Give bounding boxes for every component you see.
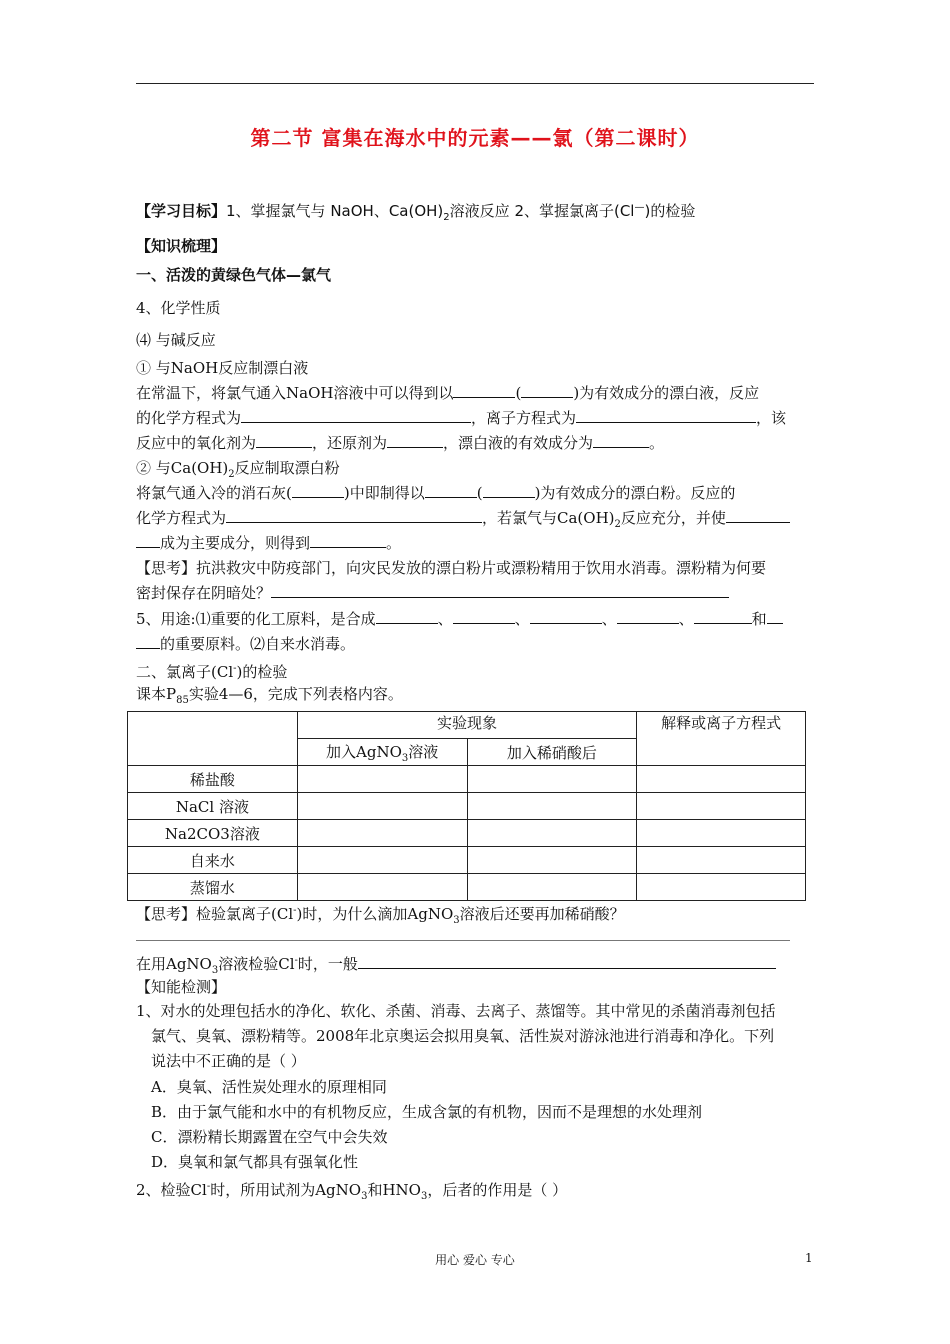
- q1-option-a[interactable]: A．臭氧、活性炭处理水的原理相同: [151, 1078, 387, 1096]
- objectives-text-a: 1、掌握氯气与 NaOH、Ca(OH): [226, 202, 444, 220]
- table-row: [128, 874, 806, 901]
- sub2-head-b: 反应制取漂白粉: [234, 459, 340, 477]
- think2-line: [136, 900, 625, 932]
- sub1-l1a: 在常温下，将氯气通入NaOH溶液中可以得到以: [136, 384, 454, 402]
- sub1-l3a: 反应中的氧化剂为: [136, 434, 257, 452]
- header-explanation: 解释或离子方程式: [637, 712, 806, 766]
- answer-cell[interactable]: [467, 793, 637, 820]
- q1-option-b[interactable]: B．由于氯气能和水中的有机物反应，生成含氯的有机物，因而不是理想的水处理剂: [151, 1103, 703, 1121]
- answer-cell[interactable]: [637, 766, 806, 793]
- answer-cell[interactable]: [637, 820, 806, 847]
- table-row: [128, 766, 806, 793]
- think1-line1: 【思考】抗洪救灾中防疫部门，向灾民发放的漂白粉片或漂粉精用于饮用水消毒。漂粉精为何要: [136, 559, 767, 577]
- reaction-with-base-heading: ⑷ 与碱反应: [136, 331, 216, 349]
- section2-a: 二、氯离子(Cl: [136, 663, 234, 681]
- answer-blank[interactable]: [241, 408, 471, 423]
- row-label: 自来水: [128, 847, 298, 874]
- answer-line[interactable]: [136, 940, 790, 941]
- sub2-head-a: ② 与Ca(OH): [136, 459, 229, 477]
- answer-cell[interactable]: [467, 847, 637, 874]
- answer-blank[interactable]: [226, 508, 482, 523]
- uses-line2: [136, 633, 355, 655]
- objectives-label: 【学习目标】: [136, 202, 227, 220]
- uses-sep: 、: [437, 610, 453, 628]
- answer-blank[interactable]: [358, 954, 776, 969]
- uses-line1: [136, 608, 783, 630]
- page-footer: 用心 爱心 专心: [435, 1253, 515, 1267]
- sub2-l1a: 将氯气通入冷的消石灰(: [136, 484, 292, 502]
- sub1-line1: [136, 382, 759, 404]
- section2-sup: -: [233, 663, 237, 674]
- q1-option-d[interactable]: D．臭氧和氯气都具有强氧化性: [151, 1153, 359, 1171]
- sub1-line3: [136, 432, 664, 454]
- experiment-table: [127, 711, 806, 901]
- sub2-line1: [136, 482, 735, 504]
- learning-objectives: [136, 197, 695, 229]
- sub1-l2b: ，离子方程式为: [471, 409, 577, 427]
- answer-cell[interactable]: [467, 766, 637, 793]
- think2-c: 溶液后还要再加稀硝酸？: [459, 905, 625, 923]
- answer-blank[interactable]: [521, 383, 573, 398]
- answer-blank[interactable]: [576, 408, 756, 423]
- uses-and: 和: [751, 610, 767, 628]
- q2-sup: -: [206, 1181, 211, 1192]
- answer-blank[interactable]: [310, 533, 386, 548]
- header-add-agno3-a: 加入AgNO: [326, 742, 402, 761]
- uses-sep: 、: [514, 610, 530, 628]
- sub2-l3a: 成为主要成分，则得到: [160, 534, 311, 552]
- objectives-text-b: 溶液反应 2、掌握氯离子(Cl: [449, 202, 635, 220]
- uses-l1a: 5、用途:⑴重要的化工原料，是合成: [136, 610, 376, 628]
- section-two-heading: [136, 658, 287, 683]
- q2-line: [136, 1176, 567, 1208]
- review-label: 【知识梳理】: [136, 237, 227, 255]
- sub1-l2c: ，该: [756, 409, 787, 427]
- objectives-text-c: )的检验: [644, 202, 696, 220]
- q2-c: 和HNO: [367, 1181, 421, 1199]
- sub2-l1d: )为有效成分的漂白粉。反应的: [534, 484, 736, 502]
- q2-d: ，后者的作用是（ ）: [427, 1181, 568, 1199]
- table-row: [128, 847, 806, 874]
- textbook-b: 实验4—6，完成下列表格内容。: [188, 685, 403, 703]
- answer-blank[interactable]: [136, 533, 160, 548]
- header-phenomenon: 实验现象: [297, 712, 636, 739]
- q2-a: 2、检验Cl: [136, 1181, 207, 1199]
- row-label: NaCl 溶液: [128, 793, 298, 820]
- sub2-l2a: 化学方程式为: [136, 509, 227, 527]
- sub2-head-sub: 2: [228, 469, 235, 480]
- uses-sep: 、: [678, 610, 694, 628]
- row-label: 蒸馏水: [128, 874, 298, 901]
- sub1-l1b: (: [515, 384, 522, 402]
- answer-cell[interactable]: [467, 820, 637, 847]
- header-add-agno3-sub: 3: [401, 752, 409, 764]
- answer-blank[interactable]: [593, 433, 649, 448]
- answer-blank[interactable]: [376, 609, 438, 624]
- sub2-l1b: )中即制得以: [343, 484, 425, 502]
- q1-line1: 1、对水的处理包括水的净化、软化、杀菌、消毒、去离子、蒸馏等。其中常见的杀菌消毒剂包括: [136, 1002, 776, 1020]
- answer-blank[interactable]: [767, 609, 783, 624]
- table-row: [128, 793, 806, 820]
- objectives-sub: 2: [443, 212, 450, 223]
- q1-line3: 说法中不正确的是（ ）: [151, 1052, 306, 1070]
- answer-cell[interactable]: [297, 793, 467, 820]
- answer-cell[interactable]: [467, 874, 637, 901]
- answer-cell[interactable]: [297, 766, 467, 793]
- answer-cell[interactable]: [297, 847, 467, 874]
- answer-blank[interactable]: [694, 609, 752, 624]
- sub1-line2: [136, 407, 786, 429]
- think1-l2: 密封保存在阴暗处？: [136, 584, 272, 602]
- answer-blank[interactable]: [617, 609, 679, 624]
- page-title: 第二节 富集在海水中的元素——氯（第二课时）: [250, 126, 700, 150]
- sub1-l2a: 的化学方程式为: [136, 409, 242, 427]
- q2-b: 时，所用试剂为AgNO: [210, 1181, 362, 1199]
- think2-a: 【思考】检验氯离子(Cl: [136, 905, 294, 923]
- q2-sub: 3: [361, 1191, 368, 1202]
- chemical-properties-heading: 4、化学性质: [136, 299, 221, 317]
- sub1-heading: ① 与NaOH反应制漂白液: [136, 359, 309, 377]
- header-rule: [136, 83, 814, 84]
- answer-cell[interactable]: [637, 793, 806, 820]
- answer-cell[interactable]: [637, 874, 806, 901]
- think2-b: )时，为什么滴加AgNO: [296, 905, 454, 923]
- sub1-l1c: )为有效成分的漂白液，反应: [573, 384, 760, 402]
- sub2-line3: [136, 532, 401, 554]
- objectives-sup: —: [634, 202, 645, 213]
- sub1-l3b: ，还原剂为: [312, 434, 388, 452]
- sub2-l2c: 反应充分，并使: [620, 509, 726, 527]
- textbook-sub: 85: [176, 695, 189, 706]
- table-corner-cell: [128, 712, 298, 766]
- answer-blank[interactable]: [726, 508, 790, 523]
- sub2-l2sub: 2: [614, 519, 621, 530]
- q1-option-c[interactable]: C．漂粉精长期露置在空气中会失效: [151, 1128, 388, 1146]
- table-row: [128, 820, 806, 847]
- sub2-l2b: ，若氯气与Ca(OH): [482, 509, 615, 527]
- answer-blank[interactable]: [483, 483, 535, 498]
- section2-b: )的检验: [236, 663, 288, 681]
- answer-cell[interactable]: [637, 847, 806, 874]
- answer-blank[interactable]: [453, 383, 515, 398]
- sub1-l3c: ，漂白液的有效成分为: [443, 434, 594, 452]
- answer-cell[interactable]: [297, 874, 467, 901]
- sub1-l3d: 。: [649, 434, 665, 452]
- header-add-hno3: 加入稀硝酸后: [467, 739, 637, 766]
- textbook-instruction: [136, 683, 403, 712]
- general-c: 时，一般: [297, 955, 358, 973]
- sub2-l3b: 。: [386, 534, 402, 552]
- think2-sup: -: [293, 905, 297, 916]
- think1-line2: [136, 582, 729, 604]
- textbook-a: 课本P: [136, 685, 177, 703]
- general-sub: 3: [211, 965, 219, 976]
- general-sup: -: [294, 955, 298, 966]
- answer-blank[interactable]: [453, 609, 515, 624]
- uses-sep: 、: [601, 610, 617, 628]
- general-a: 在用AgNO: [136, 955, 212, 973]
- row-label: 稀盐酸: [128, 766, 298, 793]
- general-line: [136, 950, 776, 982]
- answer-blank[interactable]: [425, 483, 477, 498]
- think2-sub: 3: [453, 915, 460, 926]
- answer-blank[interactable]: [136, 634, 160, 649]
- check-label: 【知能检测】: [136, 978, 227, 996]
- answer-blank[interactable]: [530, 609, 602, 624]
- page-number: 1: [805, 1251, 813, 1265]
- header-add-agno3-b: 溶液: [408, 742, 439, 761]
- answer-blank[interactable]: [387, 433, 443, 448]
- answer-blank[interactable]: [256, 433, 312, 448]
- q2-sub2: 3: [420, 1191, 428, 1202]
- answer-blank[interactable]: [292, 483, 344, 498]
- row-label: Na2CO3溶液: [128, 820, 298, 847]
- section-one-heading: 一、活泼的黄绿色气体—氯气: [136, 266, 332, 284]
- header-add-agno3: [297, 739, 467, 766]
- general-b: 溶液检验Cl: [218, 955, 295, 973]
- q1-line2: 氯气、臭氧、漂粉精等。2008年北京奥运会拟用臭氧、活性炭对游泳池进行消毒和净化。下列: [151, 1027, 775, 1045]
- answer-blank[interactable]: [271, 583, 729, 598]
- sub2-l1c: (: [476, 484, 483, 502]
- answer-cell[interactable]: [297, 820, 467, 847]
- uses-l2: 的重要原料。⑵自来水消毒。: [160, 635, 356, 653]
